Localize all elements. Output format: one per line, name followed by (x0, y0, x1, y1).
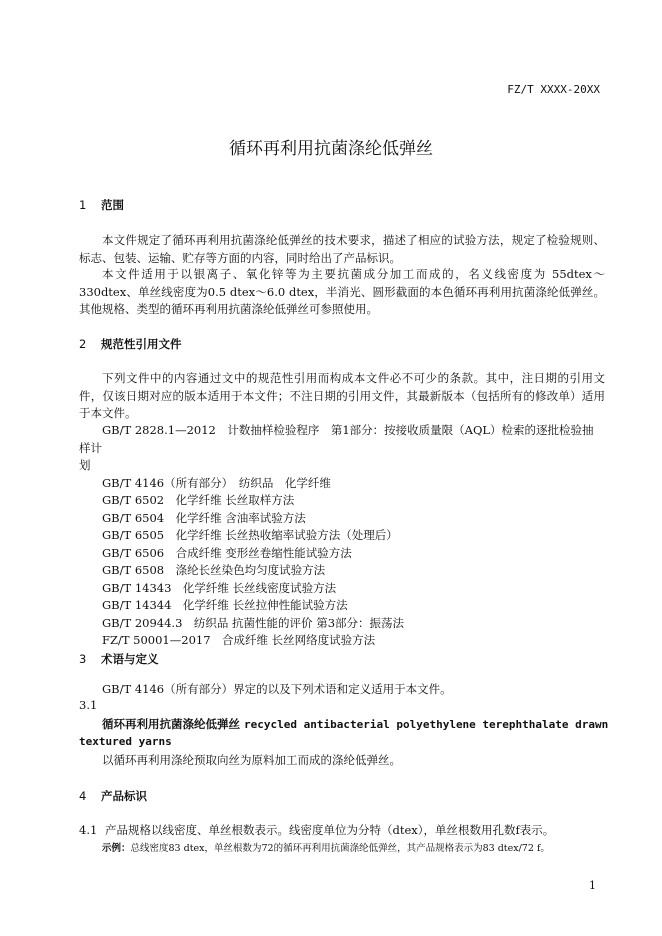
section-2-heading (79, 336, 182, 352)
reference-item: GB/T 6506 合成纤维 变形丝卷缩性能试验方法 (102, 545, 352, 560)
reference-item: GB/T 14344 化学纤维 长丝拉伸性能试验方法 (102, 598, 348, 612)
section-number: 3 (79, 652, 87, 666)
example-text: 总线密度83 dtex，单丝根数为72的循环再利用抗菌涤纶低弹丝，其产品规格表示为83 dtex/72 f。 (130, 843, 550, 854)
reference-item: GB/T 2828.1—2012 计数抽样检验程序 第1部分：按接收质量限（AQL）检索的逐批检验抽样计 (79, 423, 594, 455)
reference-item: GB/T 14343 化学纤维 长丝线密度试验方法 (102, 580, 337, 595)
reference-item-continuation: 划 (79, 458, 91, 472)
scope-paragraph-1: 本文件规定了循环再利用抗菌涤纶低弹丝的技术要求，描述了相应的试验方法，规定了检验规则、标志、包装、运输、贮存等方面的内容，同时给出了产品标识。 (79, 233, 605, 265)
references-intro: 下列文件中的内容通过文中的规范性引用而构成本文件必不可少的条款。其中，注日期的引用文件，仅该日期对应的版本适用于本文件；不注日期的引用文件，其最新版本（包括所有的修改单）适用于本文件。 (79, 371, 605, 421)
term-definition: 以循环再利用涤纶预取向丝为原料加工而成的涤纶低弹丝。 (102, 753, 401, 767)
term-heading (102, 716, 608, 732)
example-label: 示例： (102, 843, 131, 854)
reference-item: GB/T 6504 化学纤维 含油率试验方法 (102, 510, 306, 525)
example-note (102, 840, 550, 854)
document-title: 循环再利用抗菌涤纶低弹丝 (229, 139, 433, 159)
reference-list (79, 422, 605, 650)
reference-item: GB/T 6505 化学纤维 长丝热收缩率试验方法（处理后） (102, 528, 398, 542)
term-chinese: 循环再利用抗菌涤纶低弹丝 (102, 717, 240, 731)
section-title: 术语与定义 (101, 652, 159, 666)
terms-intro: GB/T 4146（所有部分）界定的以及下列术语和定义适用于本文件。 (102, 682, 452, 696)
section-3-heading (79, 651, 159, 667)
clause-number: 4.1 (79, 823, 98, 837)
section-title: 规范性引用文件 (101, 337, 182, 351)
section-4-heading (79, 788, 147, 804)
section-number: 2 (79, 337, 87, 351)
section-title: 范围 (101, 198, 124, 212)
section-title: 产品标识 (101, 789, 147, 803)
term-number: 3.1 (79, 698, 98, 712)
document-code: FZ/T XXXX-20XX (507, 83, 600, 96)
reference-item: GB/T 4146（所有部分） 纺织品 化学纤维 (102, 475, 331, 490)
term-english-continuation: textured yarns (79, 735, 172, 748)
section-number: 4 (79, 789, 87, 803)
reference-item: FZ/T 50001—2017 合成纤维 长丝网络度试验方法 (102, 633, 376, 647)
clause-4-1 (79, 822, 554, 838)
section-1-heading (79, 197, 124, 213)
clause-text: 产品规格以线密度、单丝根数表示。线密度单位为分特（dtex），单丝根数用孔数f表示。 (105, 823, 555, 837)
scope-paragraph-2: 本文件适用于以银离子、氧化锌等为主要抗菌成分加工而成的，名义线密度为 55dtex～330dtex、单丝线密度为0.5 dtex～6.0 dtex，半消光、圆形截面的本色循环再利用抗菌涤纶低弹丝。其他规格、类型的循环再利用抗菌涤纶低弹丝可参照使用。 (79, 267, 605, 317)
reference-item: GB/T 6508 涤纶长丝染色均匀度试验方法 (102, 563, 326, 577)
section-number: 1 (79, 198, 87, 212)
reference-item: GB/T 6502 化学纤维 长丝取样方法 (102, 493, 295, 507)
reference-item: GB/T 20944.3 纺织品 抗菌性能的评价 第3部分：振荡法 (102, 615, 405, 630)
term-english: recycled antibacterial polyethylene terephthalate drawn (244, 718, 609, 731)
page-number: 1 (589, 879, 596, 892)
